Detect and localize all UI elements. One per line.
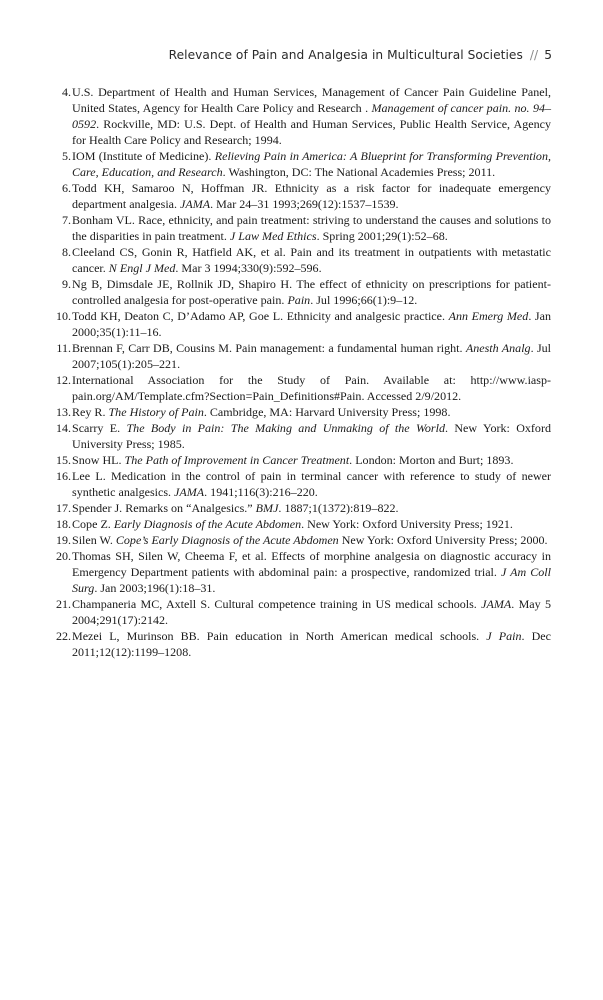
reference-item — [49, 596, 551, 628]
reference-number: 6. — [61, 181, 71, 195]
reference-text-segment: Snow HL. — [72, 453, 125, 467]
reference-text — [71, 84, 551, 148]
reference-number: 22. — [55, 629, 71, 643]
reference-text — [71, 500, 551, 516]
reference-text — [71, 516, 551, 532]
reference-number: 11. — [56, 341, 71, 355]
reference-item — [49, 468, 551, 500]
reference-text-segment: Mezei L, Murinson BB. Pain education in North American medical schools. — [72, 629, 487, 643]
reference-source-italic: N Engl J Med — [108, 261, 176, 275]
reference-number: 21. — [55, 597, 71, 611]
reference-text-segment: Todd KH, Deaton C, D’Adamo AP, Goe L. Ethnicity and analgesic practice. — [72, 309, 449, 323]
reference-number: 10. — [55, 309, 71, 323]
reference-text-segment: . 1887;1(1372):819–822. — [278, 501, 399, 515]
reference-list — [49, 84, 551, 660]
reference-source-italic: Management of cancer pain. no. 94–0592 — [72, 101, 552, 131]
reference-item — [49, 148, 551, 180]
reference-item — [49, 84, 551, 148]
page-number: 5 — [544, 48, 552, 62]
reference-text-segment: . London: Morton and Burt; 1893. — [349, 453, 514, 467]
reference-text — [71, 180, 551, 212]
reference-text-segment: New York: Oxford University Press; 2000. — [338, 533, 548, 547]
reference-text-segment: . Cambridge, MA: Harvard University Press; 1998. — [203, 405, 451, 419]
reference-text — [71, 308, 551, 340]
reference-item — [49, 420, 551, 452]
running-header-title: Relevance of Pain and Analgesia in Multicultural Societies — [168, 48, 523, 62]
reference-number: 20. — [55, 549, 71, 563]
reference-number: 19. — [55, 533, 71, 547]
reference-text — [71, 212, 551, 244]
reference-text-segment: Bonham VL. Race, ethnicity, and pain treatment: striving to understand the causes and solutions to the disparities in pain treatment. — [72, 213, 551, 243]
reference-text-segment: . Mar 24–31 1993;269(12):1537–1539. — [210, 197, 399, 211]
reference-text-segment: Thomas SH, Silen W, Cheema F, et al. Effects of morphine analgesia on diagnostic accuracy in Emergency Department patients with abdominal pain: a prospective, randomized trial. — [72, 549, 551, 579]
reference-source-italic: Early Diagnosis of the Acute Abdomen — [113, 517, 302, 531]
reference-item — [49, 500, 551, 516]
reference-text-segment: IOM (Institute of Medicine). — [72, 149, 215, 163]
reference-text-segment: Ng B, Dimsdale JE, Rollnik JD, Shapiro H. The effect of ethnicity on prescriptions for patient-controlled analgesia for post-operative pain. — [72, 277, 551, 307]
reference-text-segment: Cleeland CS, Gonin R, Hatfield AK, et al. Pain and its treatment in outpatients with metastatic cancer. — [72, 245, 551, 275]
running-header — [169, 48, 552, 62]
reference-text — [71, 340, 551, 372]
reference-text-segment: . Jan 2000;35(1):11–16. — [72, 309, 551, 339]
reference-source-italic: JAMA — [180, 197, 211, 211]
reference-item — [49, 276, 551, 308]
reference-text-segment: . 1941;116(3):216–220. — [204, 485, 318, 499]
reference-number: 18. — [55, 517, 71, 531]
reference-number: 5. — [61, 149, 71, 163]
reference-number: 17. — [55, 501, 71, 515]
reference-text-segment: Lee L. Medication in the control of pain in terminal cancer with reference to study of newer synthetic analgesics. — [72, 469, 551, 499]
reference-number: 7. — [61, 213, 71, 227]
reference-number: 4. — [61, 85, 71, 99]
reference-text-segment: Rey R. — [72, 405, 109, 419]
reference-text-segment: . Spring 2001;29(1):52–68. — [316, 229, 448, 243]
reference-text — [71, 148, 551, 180]
reference-text — [71, 468, 551, 500]
reference-text — [71, 404, 551, 420]
reference-item — [49, 452, 551, 468]
reference-text — [71, 596, 551, 628]
reference-number: 9. — [61, 277, 71, 291]
reference-item — [49, 404, 551, 420]
reference-item — [49, 628, 551, 660]
reference-number: 12. — [55, 373, 71, 387]
reference-item — [49, 308, 551, 340]
reference-text — [71, 372, 551, 404]
reference-text — [71, 628, 551, 660]
reference-source-italic: The Path of Improvement in Cancer Treatment — [124, 453, 350, 467]
reference-text-segment: International Association for the Study of Pain. Available at: http://www.iasp-pain.org/AM/Template.cfm?Section=Pain_Definitions#Pain. Accessed 2/9/2012. — [72, 373, 551, 403]
reference-source-italic: BMJ — [255, 501, 279, 515]
reference-text — [71, 244, 551, 276]
reference-text-segment: Scarry E. — [72, 421, 127, 435]
reference-text-segment: Silen W. — [72, 533, 116, 547]
reference-item — [49, 212, 551, 244]
reference-item — [49, 548, 551, 596]
reference-text-segment: . Washington, DC: The National Academies Press; 2011. — [222, 165, 496, 179]
reference-number: 13. — [55, 405, 71, 419]
reference-text — [71, 548, 551, 596]
running-header-separator: // — [529, 48, 539, 62]
reference-source-italic: The Body in Pain: The Making and Unmaking of the World — [126, 421, 445, 435]
reference-source-italic: Pain — [287, 293, 311, 307]
reference-item — [49, 180, 551, 212]
reference-number: 8. — [61, 245, 71, 259]
reference-source-italic: The History of Pain — [108, 405, 204, 419]
reference-item — [49, 532, 551, 548]
reference-text-segment: . New York: Oxford University Press; 1985. — [72, 421, 551, 451]
reference-source-italic: J Am Coll Surg — [72, 565, 552, 595]
reference-text-segment: Spender J. Remarks on “Analgesics.” — [72, 501, 256, 515]
reference-number: 15. — [55, 453, 71, 467]
reference-item — [49, 340, 551, 372]
reference-source-italic: J Pain — [486, 629, 522, 643]
reference-source-italic: J Law Med Ethics — [229, 229, 317, 243]
reference-text — [71, 532, 551, 548]
reference-number: 14. — [55, 421, 71, 435]
reference-text-segment: . Mar 3 1994;330(9):592–596. — [175, 261, 322, 275]
reference-source-italic: Relieving Pain in America: A Blueprint for Transforming Prevention, Care, Education, and Research — [72, 149, 551, 179]
reference-text-segment: . Dec 2011;12(12):1199–1208. — [72, 629, 551, 659]
reference-text — [71, 452, 551, 468]
reference-item — [49, 372, 551, 404]
reference-text-segment: . New York: Oxford University Press; 1921. — [301, 517, 513, 531]
reference-source-italic: JAMA — [481, 597, 512, 611]
reference-text-segment: . Jan 2003;196(1):18–31. — [94, 581, 216, 595]
reference-number: 16. — [55, 469, 71, 483]
reference-item — [49, 516, 551, 532]
reference-text-segment: . Jul 1996;66(1):9–12. — [310, 293, 418, 307]
reference-text — [71, 276, 551, 308]
reference-source-italic: JAMA — [174, 485, 205, 499]
reference-text — [71, 420, 551, 452]
reference-item — [49, 244, 551, 276]
reference-text-segment: . Rockville, MD: U.S. Dept. of Health and Human Services, Public Health Service, Agency for Health Care Policy and Research; 1994. — [72, 117, 551, 147]
reference-source-italic: Ann Emerg Med — [448, 309, 529, 323]
reference-source-italic: Anesth Analg — [465, 341, 531, 355]
reference-text-segment: . May 5 2004;291(17):2142. — [72, 597, 551, 627]
reference-source-italic: Cope’s Early Diagnosis of the Acute Abdomen — [115, 533, 339, 547]
reference-text-segment: Champaneria MC, Axtell S. Cultural competence training in US medical schools. — [72, 597, 482, 611]
reference-text-segment: Brennan F, Carr DB, Cousins M. Pain management: a fundamental human right. — [72, 341, 466, 355]
reference-text-segment: Cope Z. — [72, 517, 114, 531]
reference-text-segment: U.S. Department of Health and Human Services, Management of Cancer Pain Guideline Panel, United States, Agency for Health Care Policy and Research . — [72, 85, 551, 115]
reference-text-segment: Todd KH, Samaroo N, Hoffman JR. Ethnicity as a risk factor for inadequate emergency department analgesia. — [72, 181, 551, 211]
reference-text-segment: . Jul 2007;105(1):205–221. — [72, 341, 551, 371]
